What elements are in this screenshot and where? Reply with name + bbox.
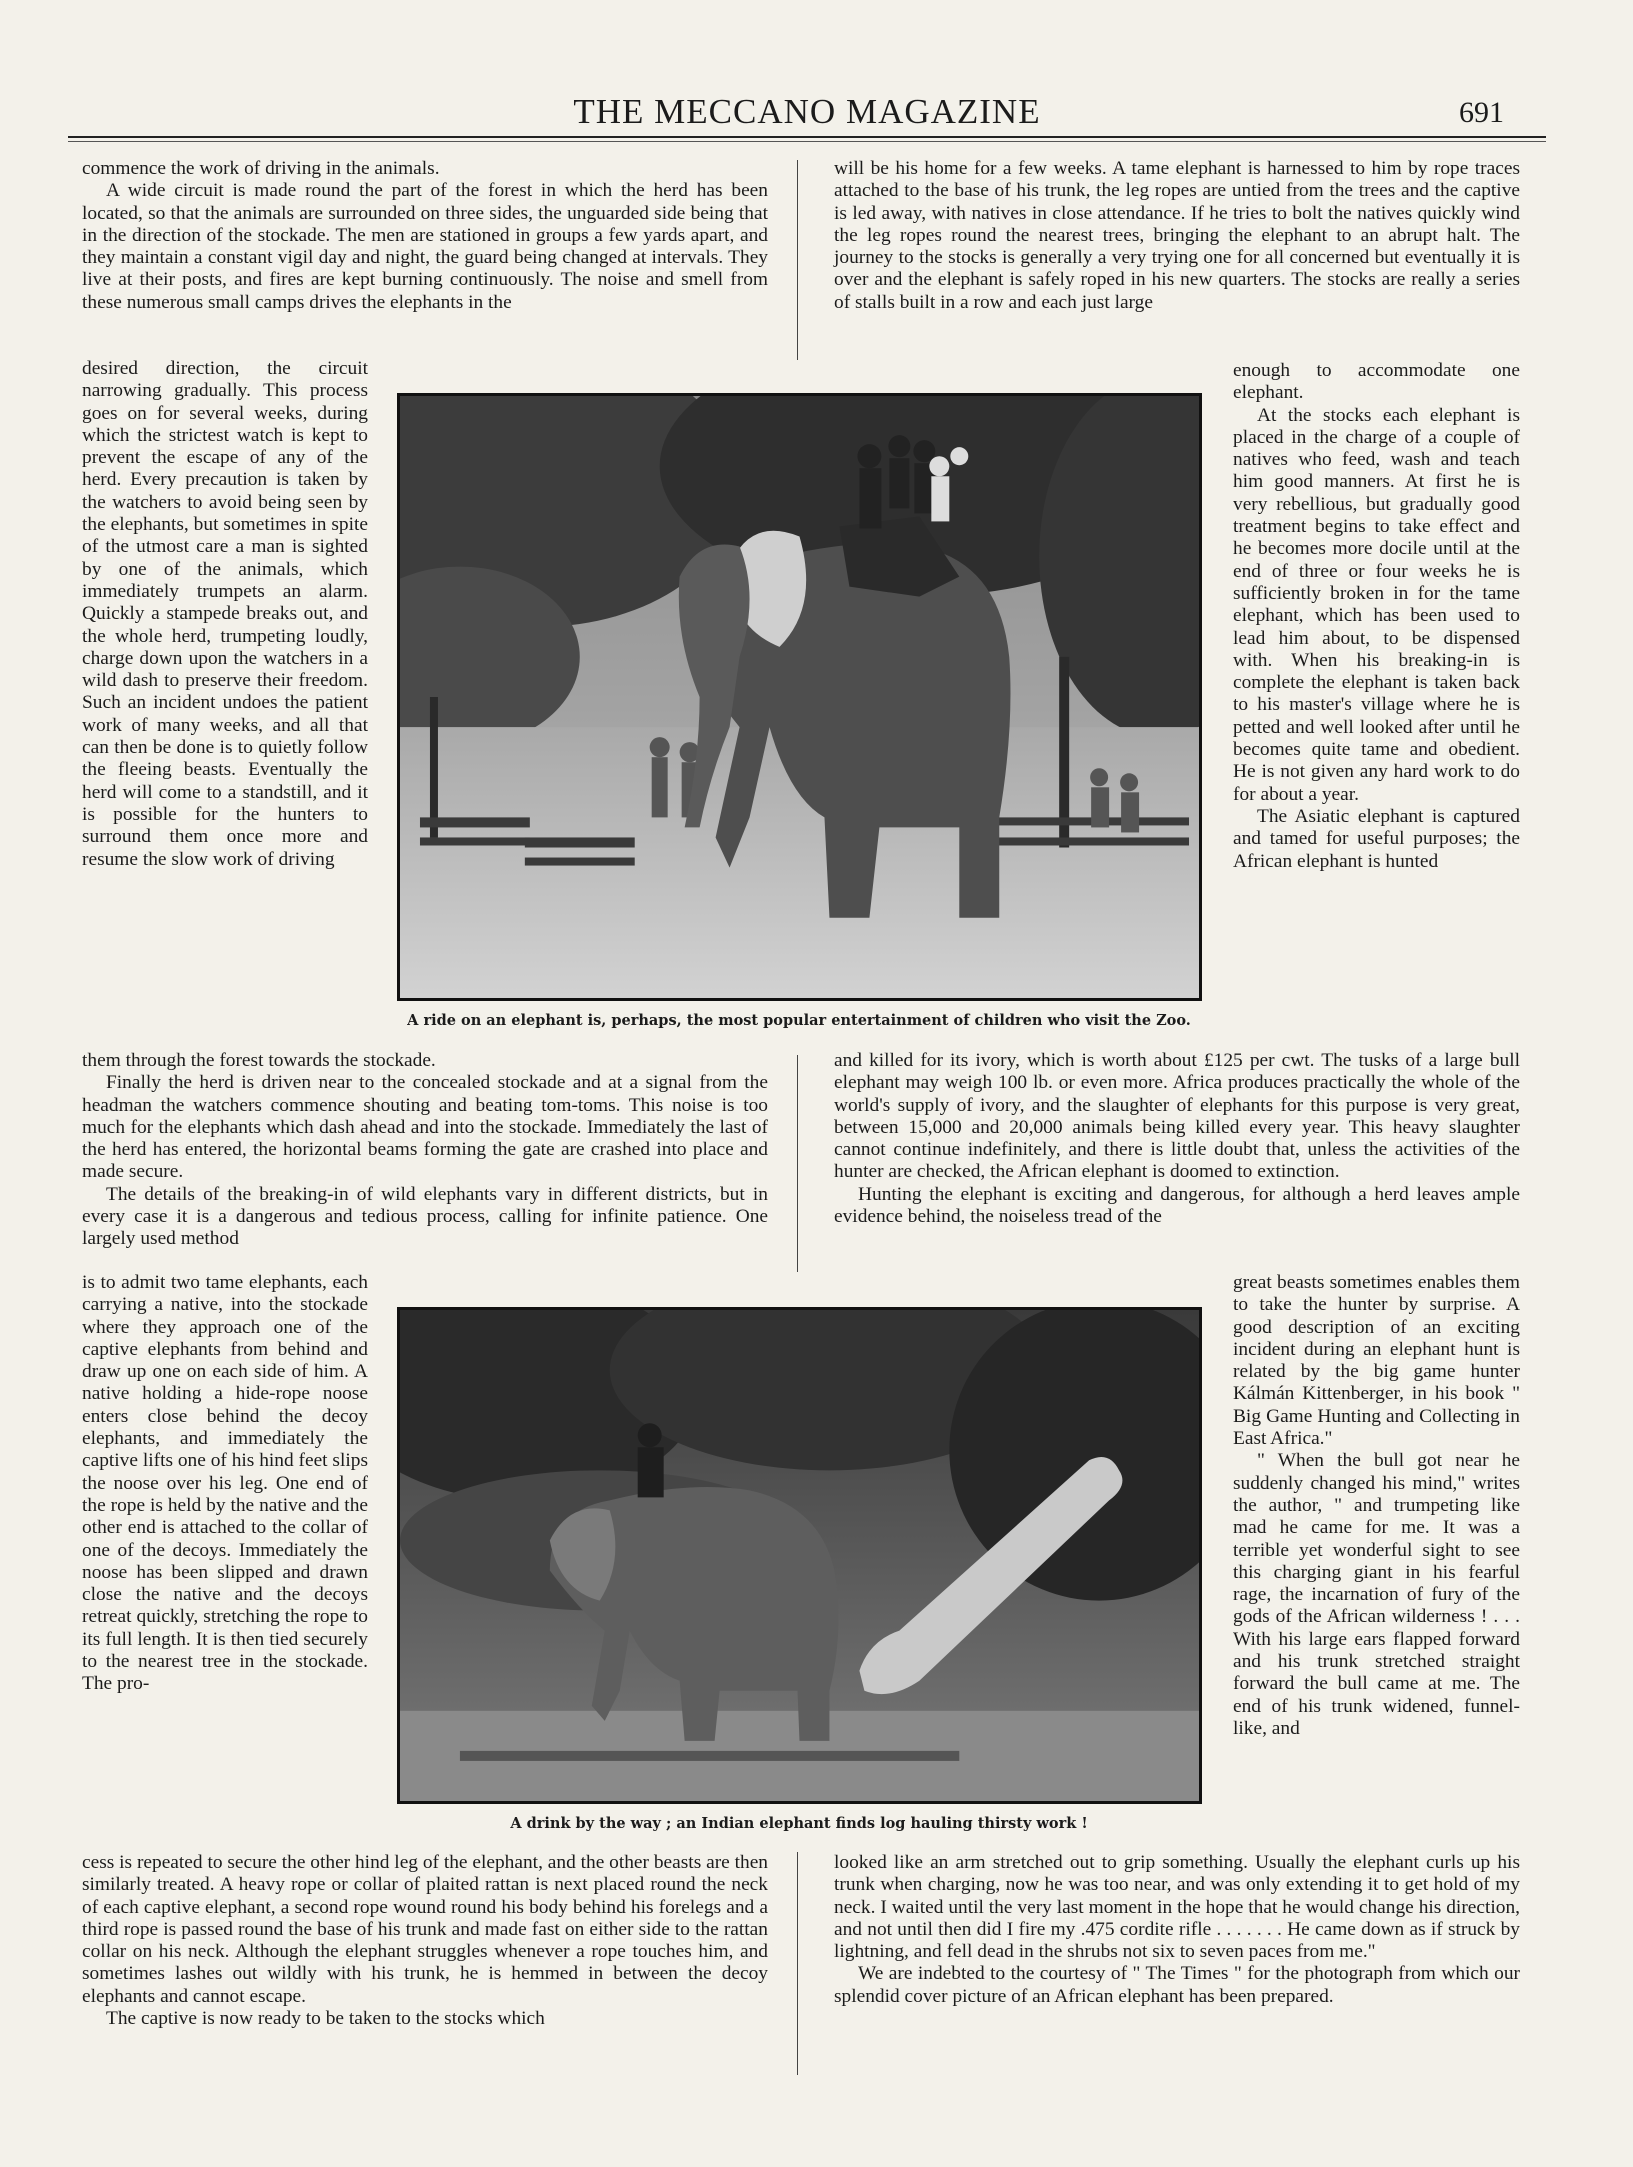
paragraph: and killed for its ivory, which is worth about £125 per cwt. The tusks of a large bull elephant may weigh 100 lb. or even more. Africa produces practically the whole of the world's supply of ivory, and the slaughter of elephants for this purpose is very great, between 15,000 and 20,000 animals being killed every year. This heavy slaughter cannot continue indefinitely, and there is little doubt that, unless the activities of the hunter are checked, the African elephant is doomed to extinction. <box>834 1050 1520 1183</box>
paragraph: looked like an arm stretched out to grip something. Usually the elephant curls up his trunk when charging, now he was too near, and was only extending it to get hold of my neck. I waited until the very last moment in the hope that he would change his direction, and not until then did I fire my .475 cordite rifle . . . . . . . He came down as if struck by lightning, and fell dead in the shrubs not six to seven paces from me." <box>834 1852 1520 1963</box>
column-divider-top <box>797 160 798 360</box>
paragraph: them through the forest towards the stockade. <box>82 1050 436 1071</box>
right-text-5 <box>834 1852 1520 2008</box>
elephant-log-hauling-photo <box>397 1307 1202 1804</box>
paragraph: Hunting the elephant is exciting and dangerous, for although a herd leaves ample evidence behind, the noiseless tread of the <box>834 1183 1520 1228</box>
paragraph: enough to accommodate one elephant. <box>1233 360 1520 404</box>
elephant-ride-photo <box>397 393 1202 1001</box>
page-number: 691 <box>1459 96 1504 129</box>
left-text-1 <box>82 158 768 314</box>
paragraph: commence the work of driving in the animals. <box>82 158 440 179</box>
right-text-2 <box>1233 360 1520 873</box>
header-rule-thin <box>68 141 1546 142</box>
paragraph: Finally the herd is driven near to the concealed stockade and at a signal from the headman the watchers commence shouting and beating tom-toms. This noise is too much for the elephants which dash ahead and into the stockade. Immediately the last of the herd has entered, the horizontal beams forming the gate are crashed into place and made secure. <box>82 1072 768 1183</box>
log-hauling-image <box>400 1310 1199 1801</box>
column-divider-bottom <box>797 1852 798 2075</box>
paragraph: desired direction, the circuit narrowing gradually. This process goes on for several weeks, during which the strictest watch is kept to prevent the escape of any of the herd. Every precaution is taken by the watchers to avoid being seen by the elephants, but sometimes in spite of the utmost care a man is sighted by one of the animals, which immediately trumpets an alarm. Quickly a stampede breaks out, and the whole herd, trumpeting loudly, charge down upon the watchers in a wild dash to preserve their freedom. Such an incident undoes the patient work of many weeks, and all that can then be done is to quietly follow the fleeing beasts. Eventually the herd will come to a standstill, and it is possible for the hunters to surround them once more and resume the slow work of driving <box>82 358 368 870</box>
paragraph: The details of the breaking-in of wild elephants vary in different districts, but in every case it is a dangerous and tedious process, calling for infinite patience. One largely used method <box>82 1183 768 1250</box>
left-text-2 <box>82 358 368 871</box>
paragraph: cess is repeated to secure the other hind leg of the elephant, and the other beasts are then similarly treated. A heavy rope or collar of plaited rattan is next placed round the neck of each captive elephant, a second rope wound round his body behind his forelegs and a third rope is passed round the base of his trunk and made fast on either side to the rattan collar on his neck. Although the elephant struggles whenever a rope touches him, and sometimes lashes out wildly with his trunk, he is hemmed in between the decoy elephants and cannot escape. <box>82 1852 768 2007</box>
elephant-ride-image <box>400 396 1199 998</box>
figure-caption-log: A drink by the way ; an Indian elephant finds log hauling thirsty work ! <box>510 1815 1088 1832</box>
left-text-3 <box>82 1050 768 1251</box>
paragraph: will be his home for a few weeks. A tame elephant is harnessed to him by rope traces attached to the base of his trunk, the leg ropes are untied from the trees and the captive is led away, with natives in close attendance. If he tries to bolt the natives quickly wind the leg ropes round the nearest trees, bringing the elephant to an abrupt halt. The journey to the stocks is generally a very trying one for all concerned but eventually it is over and the elephant is safely roped in his new quarters. The stocks are really a series of stalls built in a row and each just large <box>834 158 1520 313</box>
paragraph: The captive is now ready to be taken to the stocks which <box>106 2008 545 2030</box>
right-text-4 <box>1233 1272 1520 1740</box>
paragraph: A wide circuit is made round the part of the forest in which the herd has been located, so that the animals are surrounded on three sides, the unguarded side being that in the direction of the stockade. The men are stationed in groups a few yards apart, and they maintain a constant vigil day and night, the guard being changed at intervals. They live at their posts, and fires are kept burning continuously. The noise and smell from these numerous small camps drives the elephants in the <box>82 180 768 313</box>
left-text-4 <box>82 1272 368 1696</box>
right-text-1 <box>834 158 1520 314</box>
paragraph: The Asiatic elephant is captured and tamed for useful purposes; the African elephant is hunted <box>1233 805 1520 872</box>
right-text-3 <box>834 1050 1520 1228</box>
paragraph: We are indebted to the courtesy of " The Times " for the photograph from which our splendid cover picture of an African elephant has been prepared. <box>834 1963 1520 2007</box>
page-header <box>68 92 1546 136</box>
paragraph: At the stocks each elephant is placed in the charge of a couple of natives who feed, wash and teach him good manners. At first he is very rebellious, but gradually good treatment begins to take effect and he becomes more docile until at the end of three or four weeks he is sufficiently broken in for the tame elephant, which has been used to lead him about, to be dispensed with. When his breaking-in is complete the elephant is taken back to his master's village where he is petted and well looked after until he becomes quite tame and obedient. He is not given any hard work to do for about a year. <box>1233 404 1520 805</box>
paragraph: great beasts sometimes enables them to take the hunter by surprise. A good description of an exciting incident during an elephant hunt is related by the big game hunter Kálmán Kittenberger, in his book " Big Game Hunting and Collecting in East Africa." <box>1233 1272 1520 1450</box>
paragraph: " When the bull got near he suddenly changed his mind," writes the author, " and trumpeting like mad he came for me. It was a terrible yet wonderful sight to see this charging giant in his fearful rage, the incarnation of fury of the gods of the African wilderness ! . . . With his large ears flapped forward and his trunk stretched straight forward the bull came at me. The end of his trunk widened, funnel-like, and <box>1233 1450 1520 1739</box>
paragraph: is to admit two tame elephants, each carrying a native, into the stockade where they approach one of the captive elephants from behind and draw up one on each side of him. A native holding a hide-rope noose enters close behind the decoy elephants, and immediately the captive lifts one of his hind feet slips the noose over his leg. One end of the rope is held by the native and the other end is attached to the collar of one of the decoys. Immediately the noose has been slipped and drawn close the native and the decoys retreat quickly, stretching the rope to its full length. It is then tied securely to the nearest tree in the stockade. The pro- <box>82 1272 368 1695</box>
figure-caption-ride: A ride on an elephant is, perhaps, the most popular entertainment of children who visit the Zoo. <box>407 1012 1191 1029</box>
column-divider-middle <box>797 1055 798 1272</box>
left-text-5 <box>82 1852 768 2030</box>
magazine-title: THE MECCANO MAGAZINE <box>573 92 1041 131</box>
header-rule <box>68 136 1546 138</box>
